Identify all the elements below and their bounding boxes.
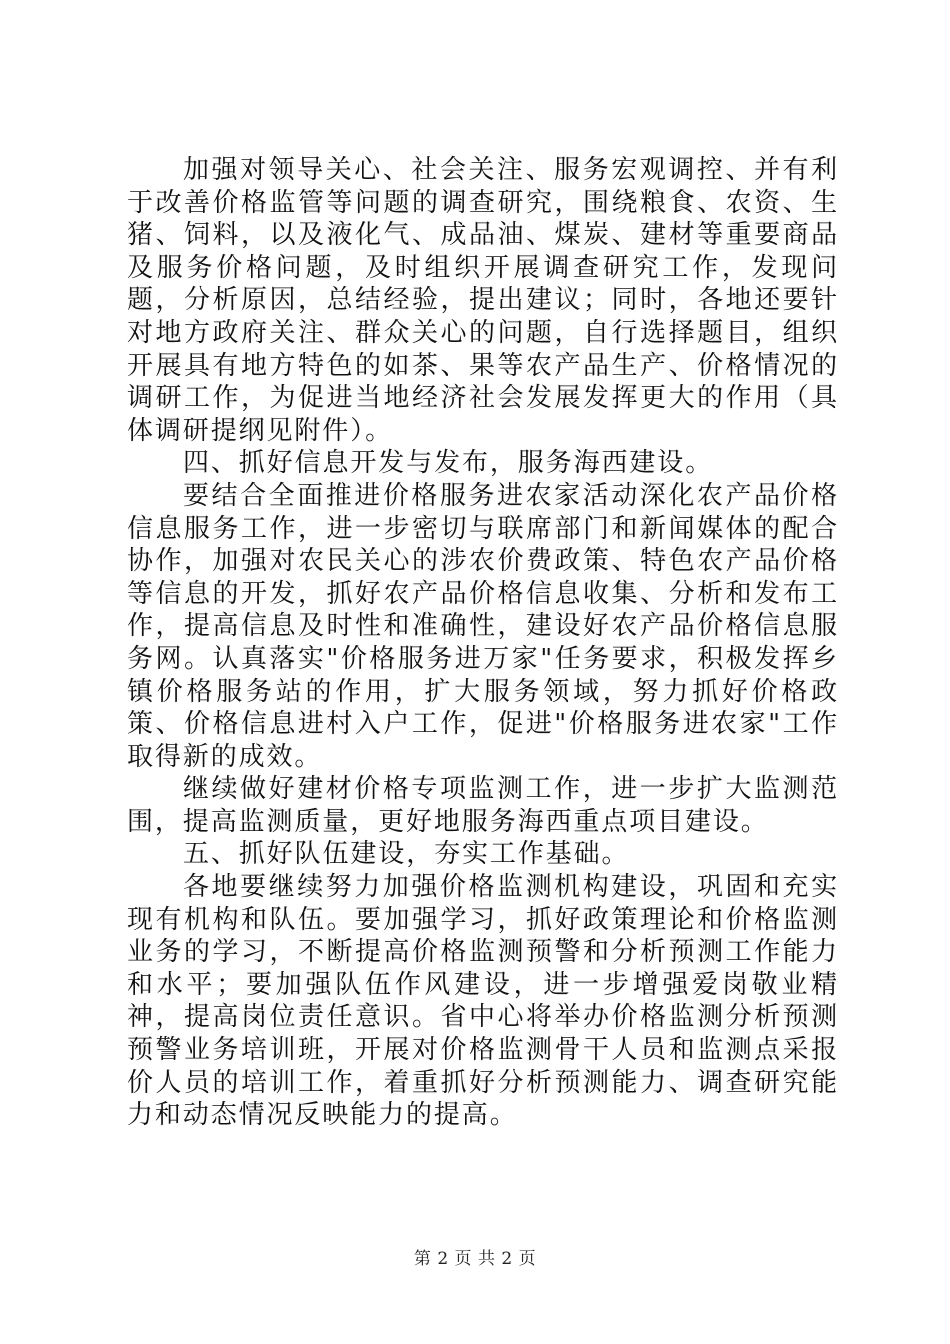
page-footer: 第 2 页 共 2 页 [413,1249,537,1269]
section-heading-five: 五、抓好队伍建设，夯实工作基础。 [183,839,630,870]
document-body [127,154,839,1132]
paragraph-information: 要结合全面推进价格服务进农家活动深化农产品价格信息服务工作，进一步密切与联席部门和新闻媒体的配合协作，加强对农民关心的涉农价费政策、特色农产品价格等信息的开发，抓好农产品价格信息收集、分析和发布工作，提高信息及时性和准确性，建设好农产品价格信息服务网。认真落实"价格服务进万家"任务要求，积极发挥乡镇价格服务站的作用，扩大服务领域，努力抓好价格政策、价格信息进村入户工作，促进"价格服务进农家"工作取得新的成效。 [127,480,839,772]
section-heading-four: 四、抓好信息开发与发布，服务海西建设。 [183,448,714,479]
paragraph-building-materials: 继续做好建材价格专项监测工作，进一步扩大监测范围，提高监测质量，更好地服务海西重点项目建设。 [127,774,839,837]
paragraph-team-building: 各地要继续努力加强价格监测机构建设，巩固和充实现有机构和队伍。要加强学习，抓好政策理论和价格监测业务的学习，不断提高价格监测预警和分析预测工作能力和水平；要加强队伍作风建设，进一步增强爱岗敬业精神，提高岗位责任意识。省中心将举办价格监测分析预测预警业务培训班，开展对价格监测骨干人员和监测点采报价人员的培训工作，着重抓好分析预测能力、调查研究能力和动态情况反映能力的提高。 [127,872,839,1131]
paragraph-research: 加强对领导关心、社会关注、服务宏观调控、并有利于改善价格监管等问题的调查研究，围绕粮食、农资、生猪、饲料，以及液化气、成品油、煤炭、建材等重要商品及服务价格问题，及时组织开展调查研究工作，发现问题，分析原因，总结经验，提出建议；同时，各地还要针对地方政府关注、群众关心的问题，自行选择题目，组织开展具有地方特色的如茶、果等农产品生产、价格情况的调研工作，为促进当地经济社会发展发挥更大的作用（具体调研提纲见附件）。 [127,155,839,446]
